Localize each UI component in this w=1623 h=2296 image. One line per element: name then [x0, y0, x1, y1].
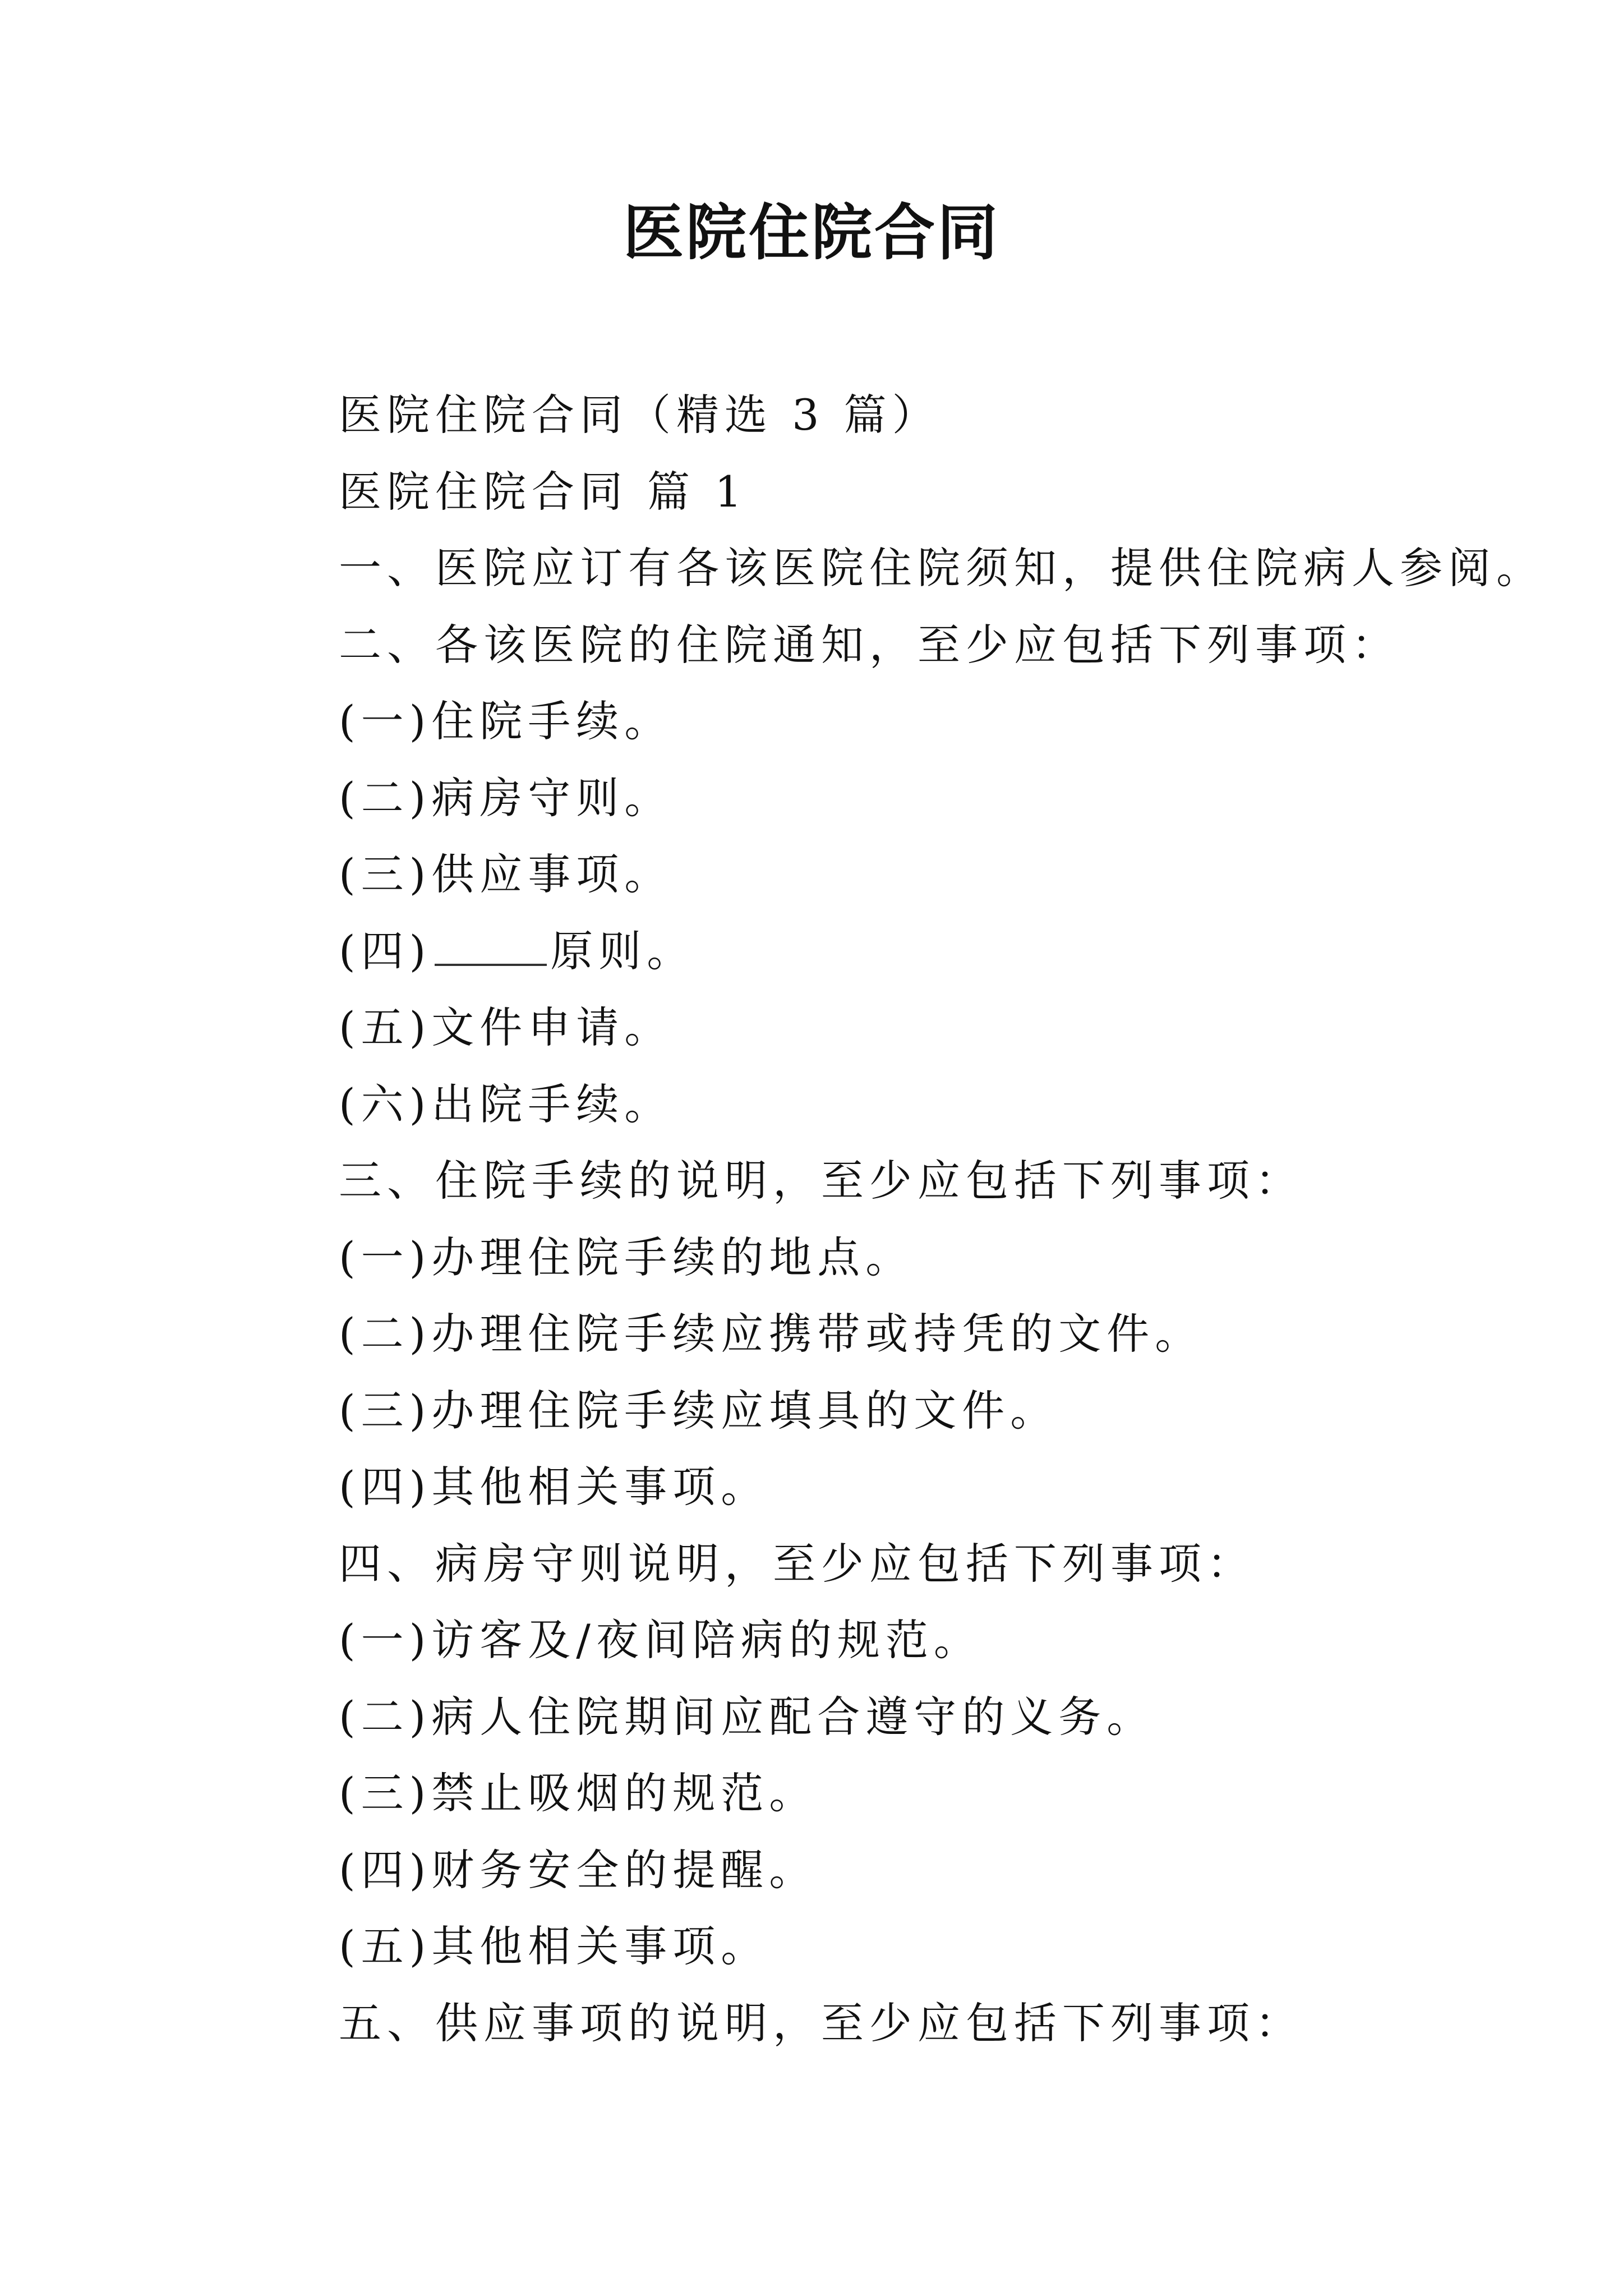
subtitle-line: 医院住院合同（精选 3 篇）	[339, 390, 940, 440]
section-heading: 医院住院合同 篇 1	[339, 466, 748, 517]
list-item-suffix: 原则。	[550, 926, 695, 976]
list-item: (三)禁止吸烟的规范。	[339, 1768, 818, 1818]
list-item: (二)办理住院手续应携带或持凭的文件。	[339, 1309, 1204, 1359]
list-item: (一)访客及/夜间陪病的规范。	[339, 1615, 982, 1665]
document-body	[339, 377, 1573, 2062]
list-item: (二)病人住院期间应配合遵守的义务。	[339, 1691, 1155, 1742]
paragraph-line: 三、住院手续的说明，至少应包括下列事项：	[339, 1156, 1303, 1205]
list-item: (四)财务安全的提醒。	[339, 1844, 818, 1895]
list-item-with-blank	[339, 913, 1573, 990]
list-item: (一)办理住院手续的地点。	[339, 1232, 914, 1282]
list-item: (三)办理住院手续应填具的文件。	[339, 1385, 1059, 1435]
paragraph-line: 五、供应事项的说明，至少应包括下列事项：	[339, 1998, 1303, 2048]
fill-in-blank	[435, 961, 547, 966]
list-item: (五)其他相关事项。	[339, 1921, 769, 1971]
list-item: (六)出院手续。	[339, 1079, 673, 1129]
paragraph-line: 一、医院应订有各该医院住院须知，提供住院病人参阅。	[339, 543, 1544, 593]
list-item: (四)其他相关事项。	[339, 1462, 769, 1512]
list-item: (一)住院手续。	[339, 696, 673, 746]
document-title: 医院住院合同	[623, 197, 1000, 268]
paragraph-line: 二、各该医院的住院通知，至少应包括下列事项：	[339, 619, 1400, 670]
list-item: (五)文件申请。	[339, 1002, 673, 1052]
list-item-prefix: (四)	[339, 926, 432, 976]
list-item: (二)病房守则。	[339, 772, 673, 823]
list-item: (三)供应事项。	[339, 849, 673, 899]
paragraph-line: 四、病房守则说明，至少应包括下列事项：	[339, 1538, 1255, 1589]
